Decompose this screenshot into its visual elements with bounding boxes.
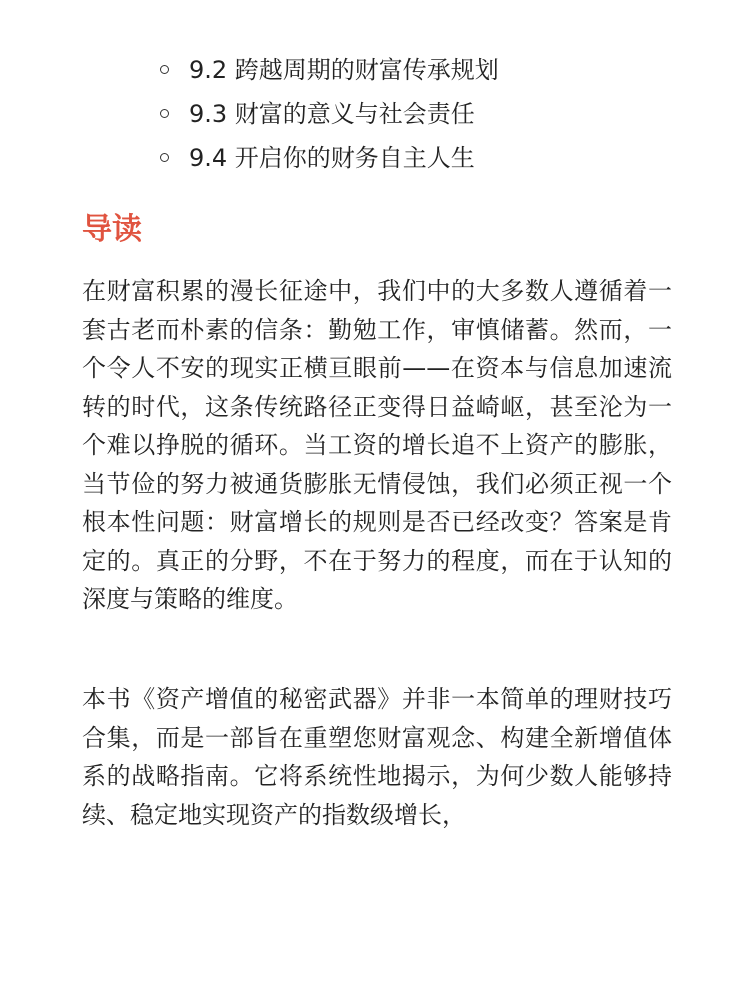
body-paragraph: 本书《资产增值的秘密武器》并非一本简单的理财技巧合集，而是一部旨在重塑您财富观念、构建全新增值体系的战略指南。它将系统性地揭示，为何少数人能够持续、稳定地实现资产的指数级增长， [82,685,672,829]
circle-bullet-icon [160,153,169,162]
toc-item-label: 9.2 跨越周期的财富传承规划 [189,56,499,84]
circle-bullet-icon [160,109,169,118]
toc-item-label: 9.4 开启你的财务自主人生 [189,144,475,172]
toc-item[interactable] [160,48,499,92]
section-heading: 导读 [82,212,142,247]
body-paragraph: 在财富积累的漫长征途中，我们中的大多数人遵循着一套古老而朴素的信条：勤勉工作，审慎储蓄。然而，一个令人不安的现实正横亘眼前——在资本与信息加速流转的时代，这条传统路径正变得日益崎岖，甚至沦为一个难以挣脱的循环。当工资的增长追不上资产的膨胀，当节俭的努力被通货膨胀无情侵蚀，我们必须正视一个根本性问题：财富增长的规则是否已经改变？答案是肯定的。真正的分野，不在于努力的程度，而在于认知的深度与策略的维度。 [82,277,672,613]
toc-item-label: 9.3 财富的意义与社会责任 [189,100,475,128]
toc-item[interactable] [160,136,499,180]
toc-list [160,48,499,180]
circle-bullet-icon [160,65,169,74]
toc-item[interactable] [160,92,499,136]
